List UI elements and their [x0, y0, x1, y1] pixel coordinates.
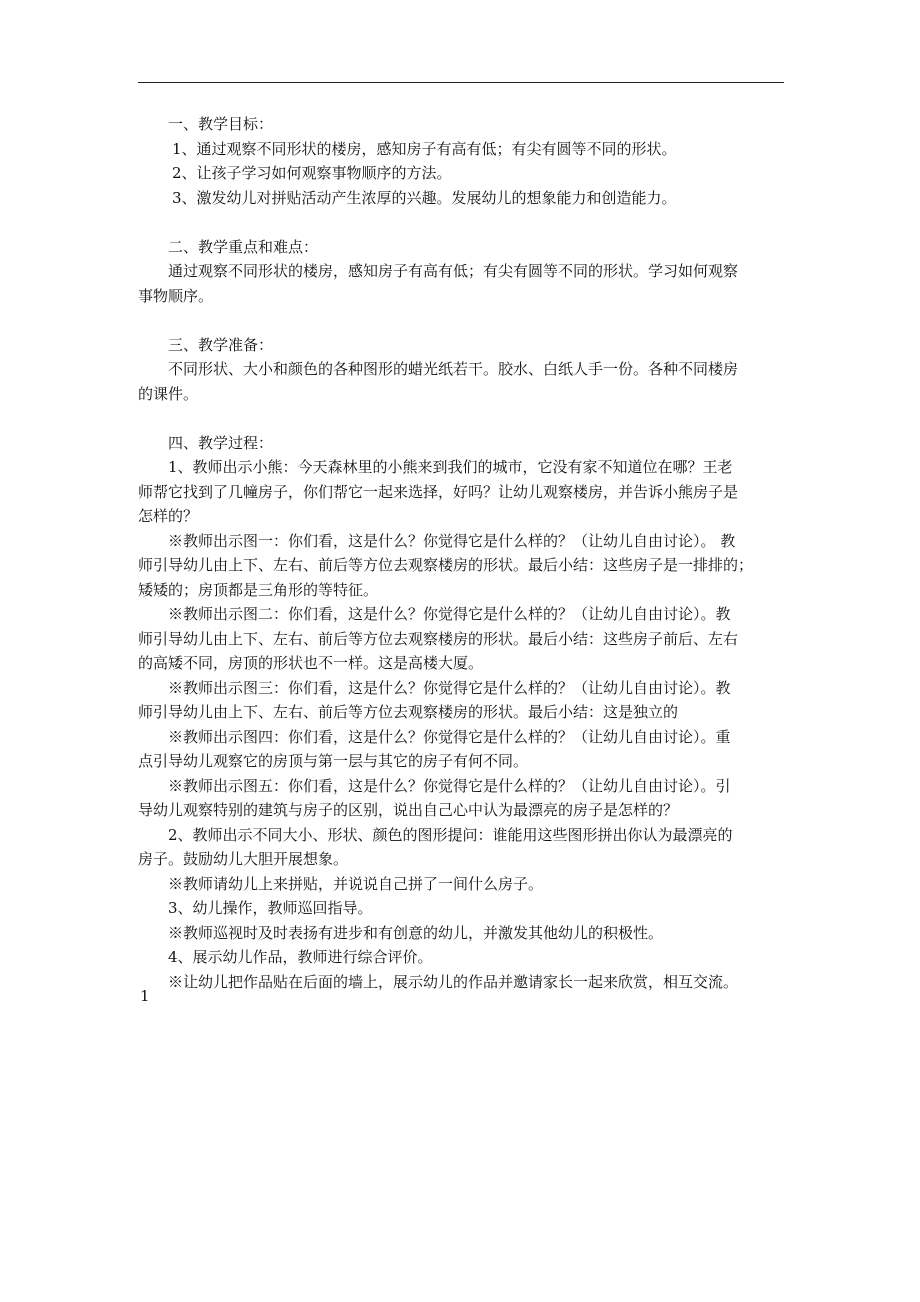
paragraph-line: ※教师出示图五：你们看，这是什么？你觉得它是什么样的？（让幼儿自由讨论）。引 — [168, 776, 731, 795]
section-gap — [138, 210, 788, 235]
paragraph-line: 点引导幼儿观察它的房顶与第一层与其它的房子有何不同。 — [138, 752, 529, 770]
paragraph-line: 矮矮的；房顶都是三角形的等特征。 — [138, 580, 379, 599]
paragraph-line: 3、幼儿操作，教师巡回指导。 — [168, 899, 373, 917]
paragraph-line: 1、教师出示小熊：今天森林里的小熊来到我们的城市，它没有家不知道位在哪？王老 — [168, 458, 733, 476]
paragraph-line: 师引导幼儿由上下、左右、前后等方位去观察楼房的形状。最后小结：这是独立的 — [138, 703, 679, 721]
paragraph-line: 的课件。 — [138, 384, 199, 403]
objective-item: 1、通过观察不同形状的楼房，感知房子有高有低；有尖有圆等不同的形状。 — [172, 139, 677, 158]
paragraph-line: 不同形状、大小和颜色的各种图形的蜡光纸若干。胶水、白纸人手一份。各种不同楼房 — [168, 360, 739, 378]
paragraph-line: 4、展示幼儿作品，教师进行综合评价。 — [168, 948, 433, 966]
section-heading-process: 四、教学过程： — [168, 433, 274, 452]
paragraph-line: 师引导幼儿由上下、左右、前后等方位去观察楼房的形状。最后小结：这些房子前后、左右 — [138, 629, 739, 648]
paragraph-line: 的高矮不同，房顶的形状也不一样。这是高楼大厦。 — [138, 654, 484, 672]
objective-item: 2、让孩子学习如何观察事物顺序的方法。 — [172, 164, 452, 182]
paragraph-line: ※教师出示图三：你们看，这是什么？你觉得它是什么样的？（让幼儿自由讨论）。教 — [168, 678, 731, 697]
paragraph-line: ※教师出示图四：你们看，这是什么？你觉得它是什么样的？（让幼儿自由讨论）。重 — [168, 727, 731, 746]
paragraph-line: 事物顺序。 — [138, 286, 214, 305]
paragraph-line: ※教师出示图一：你们看，这是什么？你觉得它是什么样的？（让幼儿自由讨论）。 教 — [168, 531, 736, 550]
header-rule — [138, 82, 784, 83]
paragraph-line: 师帮它找到了几幢房子，你们帮它一起来选择，好吗？让幼儿观察楼房，并告诉小熊房子是 — [138, 482, 739, 501]
section-gap — [138, 308, 788, 333]
paragraph-line: 师引导幼儿由上下、左右、前后等方位去观察楼房的形状。最后小结：这些房子是一排排的； — [138, 556, 754, 574]
section-heading-preparation: 三、教学准备： — [168, 335, 274, 354]
section-heading-key-points: 二、教学重点和难点： — [168, 237, 319, 256]
page-number: 1 — [140, 987, 150, 1005]
paragraph-line: 导幼儿观察特别的建筑与房子的区别，说出自己心中认为最漂亮的房子是怎样的？ — [138, 801, 679, 819]
paragraph-line: 房子。鼓励幼儿大胆开展想象。 — [138, 850, 349, 868]
paragraph-line: ※教师出示图二：你们看，这是什么？你觉得它是什么样的？（让幼儿自由讨论）。教 — [168, 605, 731, 623]
paragraph-line: ※教师巡视时及时表扬有进步和有创意的幼儿，并激发其他幼儿的积极性。 — [168, 923, 664, 942]
document-body — [138, 112, 788, 994]
section-gap — [138, 406, 788, 431]
paragraph-line: 2、教师出示不同大小、形状、颜色的图形提问：谁能用这些图形拼出你认为最漂亮的 — [168, 825, 733, 844]
paragraph-line: 怎样的？ — [138, 507, 199, 525]
paragraph-line: 通过观察不同形状的楼房，感知房子有高有低；有尖有圆等不同的形状。学习如何观察 — [168, 262, 739, 280]
paragraph-line: ※让幼儿把作品贴在后面的墙上，展示幼儿的作品并邀请家长一起来欣赏，相互交流。 — [168, 972, 739, 991]
objective-item: 3、激发幼儿对拼贴活动产生浓厚的兴趣。发展幼儿的想象能力和创造能力。 — [172, 188, 677, 207]
paragraph-line: ※教师请幼儿上来拼贴，并说说自己拼了一间什么房子。 — [168, 874, 544, 893]
section-heading-objectives: 一、教学目标： — [168, 115, 274, 133]
